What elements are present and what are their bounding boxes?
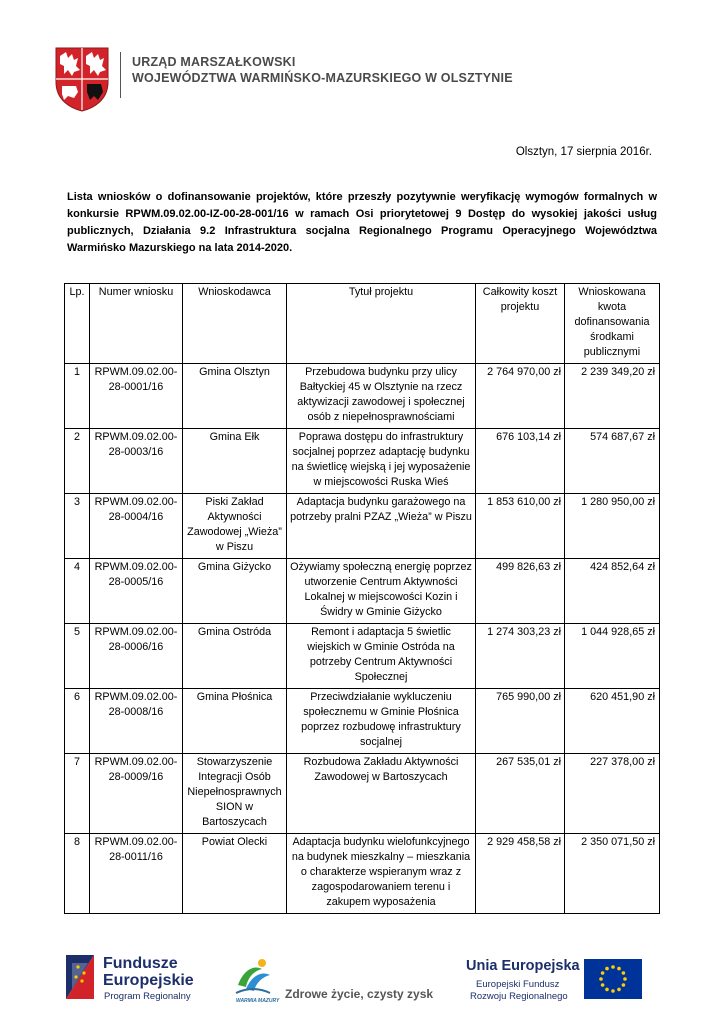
row-grant: 1 044 928,65 zł xyxy=(565,624,660,689)
applications-table xyxy=(64,283,660,914)
ue-logo-line3: Rozwoju Regionalnego xyxy=(470,991,568,1002)
institution-name: URZĄD MARSZAŁKOWSKI xyxy=(132,55,296,69)
header-applicant: Wnioskodawca xyxy=(183,284,287,364)
document-title: Lista wniosków o dofinansowanie projektów, które przeszły pozytywnie weryfikację wymogów formalnych w konkursie RPWM.09.02.00-IZ-00-28-001/16 w ramach Osi priorytetowej 9 Dostęp do wysokiej jakości usług publicznych, Działania 9.2 Infrastruktura socjalna Regionalnego Programu Operacyjnego Województwa Warmińsko Mazurskiego na lata 2014-2020. xyxy=(67,191,657,254)
table-header-row xyxy=(65,284,660,364)
row-number: RPWM.09.02.00-28-0009/16 xyxy=(90,754,183,834)
row-cost: 499 826,63 zł xyxy=(476,559,565,624)
row-project: Poprawa dostępu do infrastruktury socjalnej poprzez adaptację budynku na świetlicę wiejską i jej wyposażenie w miejscowości Ruska Wieś xyxy=(287,429,476,494)
row-cost: 1 853 610,00 zł xyxy=(476,494,565,559)
row-lp: 3 xyxy=(65,494,90,559)
header-project: Tytuł projektu xyxy=(287,284,476,364)
row-applicant: Gmina Ełk xyxy=(183,429,287,494)
table-row xyxy=(65,834,660,914)
fe-logo-line2: Europejskie xyxy=(103,972,194,989)
row-grant: 2 350 071,50 zł xyxy=(565,834,660,914)
row-lp: 2 xyxy=(65,429,90,494)
fe-logo-line3: Program Regionalny xyxy=(104,991,191,1002)
row-project: Adaptacja budynku wielofunkcyjnego na budynek mieszkalny – mieszkania o charakterze wspieranym wraz z zagospodarowaniem terenu i zakupem wyposażenia xyxy=(287,834,476,914)
row-number: RPWM.09.02.00-28-0006/16 xyxy=(90,624,183,689)
row-grant: 424 852,64 zł xyxy=(565,559,660,624)
row-project: Ożywiamy społeczną energię poprzez utworzenie Centrum Aktywności Lokalnej w miejscowości Kozin i Świdry w Gminie Giżycko xyxy=(287,559,476,624)
row-applicant: Gmina Olsztyn xyxy=(183,364,287,429)
row-cost: 2 764 970,00 zł xyxy=(476,364,565,429)
page-footer xyxy=(0,945,725,1015)
row-project: Adaptacja budynku garażowego na potrzeby pralni PZAZ „Wieża” w Piszu xyxy=(287,494,476,559)
row-grant: 620 451,90 zł xyxy=(565,689,660,754)
ue-logo-line1: Unia Europejska xyxy=(466,958,580,974)
row-applicant: Stowarzyszenie Integracji Osób Niepełnosprawnych SION w Bartoszycach xyxy=(183,754,287,834)
warmia-mazury-logo-icon xyxy=(232,955,274,1001)
row-grant: 227 378,00 zł xyxy=(565,754,660,834)
table-row xyxy=(65,689,660,754)
row-project: Przeciwdziałanie wykluczeniu społecznemu w Gminie Płośnica poprzez rozbudowę infrastruktury socjalnej xyxy=(287,689,476,754)
header-cost: Całkowity koszt projektu xyxy=(476,284,565,364)
row-lp: 1 xyxy=(65,364,90,429)
coat-of-arms-icon xyxy=(54,46,110,112)
row-project: Remont i adaptacja 5 świetlic wiejskich w Gminie Ostróda na potrzeby Centrum Aktywności Społecznej xyxy=(287,624,476,689)
table-row xyxy=(65,494,660,559)
row-project: Przebudowa budynku przy ulicy Bałtyckiej 45 w Olsztynie na rzecz aktywizacji zawodowej i społecznej osób z niepełnosprawnościami xyxy=(287,364,476,429)
table-row xyxy=(65,429,660,494)
row-grant: 1 280 950,00 zł xyxy=(565,494,660,559)
row-number: RPWM.09.02.00-28-0011/16 xyxy=(90,834,183,914)
row-number: RPWM.09.02.00-28-0005/16 xyxy=(90,559,183,624)
row-number: RPWM.09.02.00-28-0001/16 xyxy=(90,364,183,429)
footer-slogan: Zdrowe życie, czysty zysk xyxy=(285,987,434,1001)
row-cost: 676 103,14 zł xyxy=(476,429,565,494)
row-number: RPWM.09.02.00-28-0004/16 xyxy=(90,494,183,559)
row-cost: 267 535,01 zł xyxy=(476,754,565,834)
row-number: RPWM.09.02.00-28-0003/16 xyxy=(90,429,183,494)
row-applicant: Powiat Olecki xyxy=(183,834,287,914)
warmia-mazury-logo-text: WARMIA MAZURY xyxy=(236,998,280,1004)
row-lp: 8 xyxy=(65,834,90,914)
fundusze-europejskie-logo-icon xyxy=(66,951,98,1003)
ue-logo-line2: Europejski Fundusz xyxy=(476,979,560,990)
row-lp: 4 xyxy=(65,559,90,624)
row-cost: 765 990,00 zł xyxy=(476,689,565,754)
row-grant: 574 687,67 zł xyxy=(565,429,660,494)
institution-region: WOJEWÓDZTWA WARMIŃSKO-MAZURSKIEGO W OLSZTYNIE xyxy=(132,71,513,85)
row-applicant: Piski Zakład Aktywności Zawodowej „Wieża” w Piszu xyxy=(183,494,287,559)
table-row xyxy=(65,559,660,624)
header-lp: Lp. xyxy=(65,284,90,364)
row-cost: 1 274 303,23 zł xyxy=(476,624,565,689)
row-lp: 5 xyxy=(65,624,90,689)
row-applicant: Gmina Ostróda xyxy=(183,624,287,689)
table-row xyxy=(65,364,660,429)
table-row xyxy=(65,624,660,689)
eu-flag-icon xyxy=(584,959,642,999)
row-grant: 2 239 349,20 zł xyxy=(565,364,660,429)
row-applicant: Gmina Płośnica xyxy=(183,689,287,754)
row-project: Rozbudowa Zakładu Aktywności Zawodowej w Bartoszycach xyxy=(287,754,476,834)
row-cost: 2 929 458,58 zł xyxy=(476,834,565,914)
document-date: Olsztyn, 17 sierpnia 2016r. xyxy=(515,146,652,158)
fe-logo-line1: Fundusze xyxy=(103,955,178,972)
row-applicant: Gmina Giżycko xyxy=(183,559,287,624)
header-grant: Wnioskowana kwota dofinansowania środkami publicznymi xyxy=(565,284,660,364)
row-number: RPWM.09.02.00-28-0008/16 xyxy=(90,689,183,754)
table-row xyxy=(65,754,660,834)
header-divider xyxy=(120,52,121,98)
header-number: Numer wniosku xyxy=(90,284,183,364)
row-lp: 6 xyxy=(65,689,90,754)
row-lp: 7 xyxy=(65,754,90,834)
